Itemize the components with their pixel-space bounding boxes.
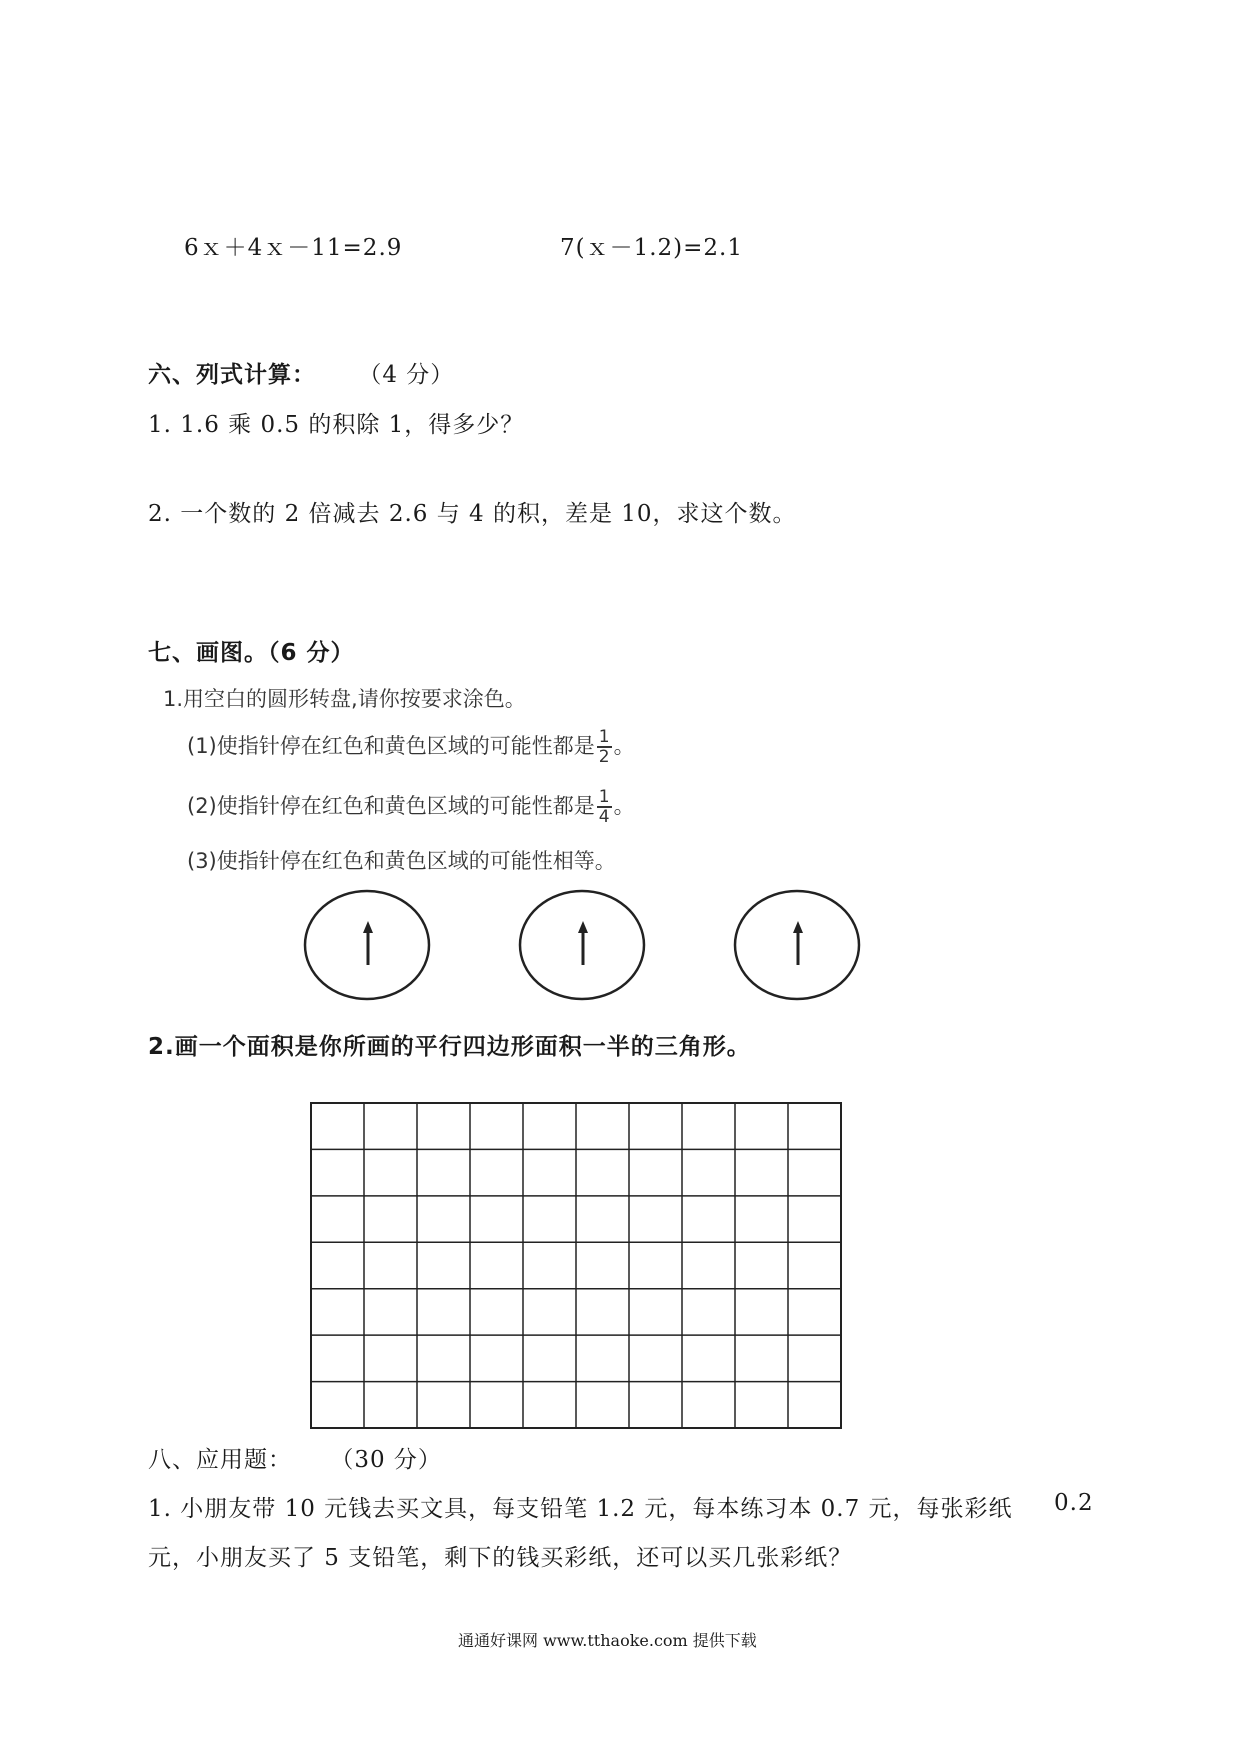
section-6-question-2: 2. 一个数的 2 倍减去 2.6 与 4 的积，差是 10，求这个数。 <box>148 501 797 527</box>
section-6-heading <box>148 356 454 389</box>
word-problem-1-line-1: 1. 小朋友带 10 元钱去买文具，每支铅笔 1.2 元，每本练习本 0.7 元，每张彩纸 <box>148 1496 1013 1522</box>
drawing-question-1-part-1: (1)使指针停在红色和黄色区域的可能性都是 $\frac{1}{2}$ 。 <box>187 727 635 767</box>
spinner-circles <box>300 885 880 1010</box>
part-2-text: (2)使指针停在红色和黄色区域的可能性都是 <box>187 794 595 818</box>
drawing-question-2: 2.画一个面积是你所画的平行四边形面积一半的三角形。 <box>148 1034 751 1060</box>
section-6-question-1: 1. 1.6 乘 0.5 的积除 1，得多少？ <box>148 412 525 438</box>
spinner-1 <box>305 891 429 999</box>
drawing-question-1-intro: 1.用空白的圆形转盘,请你按要求涂色。 <box>163 687 526 711</box>
footer-download-note: 通通好课网 www.tthaoke.com 提供下载 <box>458 1631 757 1650</box>
fraction-one-half: $\frac{1}{2}$ <box>598 727 610 767</box>
word-problem-1-line-2: 元，小朋友买了 5 支铅笔，剩下的钱买彩纸，还可以买几张彩纸？ <box>148 1545 853 1571</box>
spinner-2 <box>520 891 644 999</box>
drawing-question-1-part-3: (3)使指针停在红色和黄色区域的可能性相等。 <box>187 849 616 873</box>
part-1-text: (1)使指针停在红色和黄色区域的可能性都是 <box>187 734 595 758</box>
section-8-title: 八、应用题： <box>148 1447 292 1473</box>
section-7-title: 七、画图。（6 分） <box>148 640 355 666</box>
section-6-score: （4 分） <box>358 362 455 388</box>
section-8-heading <box>148 1441 442 1474</box>
equation-2: 7(ｘ－1.2)=2.1 <box>560 235 744 261</box>
square-grid <box>310 1102 842 1429</box>
word-problem-1-line-1-end: 0.2 <box>1054 1490 1094 1516</box>
spinner-3 <box>735 891 859 999</box>
fraction-one-quarter: $\frac{1}{4}$ <box>598 787 610 827</box>
section-6-title: 六、列式计算： <box>148 362 316 388</box>
equation-1: 6ｘ＋4ｘ－11=2.9 <box>184 235 403 261</box>
section-8-score: （30 分） <box>330 1447 442 1473</box>
drawing-question-1-part-2: (2)使指针停在红色和黄色区域的可能性都是 $\frac{1}{4}$ 。 <box>187 787 635 827</box>
